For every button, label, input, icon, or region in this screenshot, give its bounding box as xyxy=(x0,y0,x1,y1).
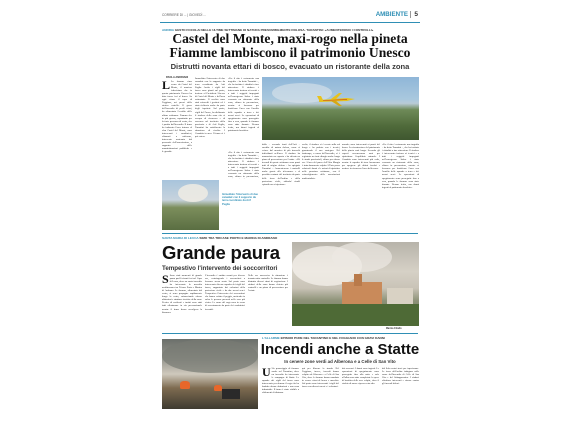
page-header xyxy=(160,9,420,23)
header-date: CORRIERE DI ... | GIOVEDÌ ... xyxy=(162,13,206,17)
vehicle xyxy=(222,389,240,399)
story1-column-1 xyxy=(162,80,192,175)
story2-headline: Grande paura xyxy=(162,242,280,263)
story3-photo-statte-fire xyxy=(162,339,258,409)
page-number: 5 xyxy=(410,11,418,18)
story1-column-4: dalla – secondo fonti dell'Arif – sarebbe di natura dolosa, come si evince dal mosaico di più inneschi individuati nell'area. Il sindaco ha annunciato un esposto e ha chiesto un piano di prevenzione per l'estate. «Gli incendi di queste settimane sono quasi tutti di origine dolosa – ha spiegato Tarantini –. Aumenteremo i controlli anche grazie alle telecamere e al presidio costante del territorio da parte delle forze dell'ordine e della protezione civile, affinché simili episodi non si ripetano». xyxy=(262,143,300,186)
story2-kicker-text: SIMO TRA TRICASE PORTO E MARINA DI ANDRANO xyxy=(198,236,278,240)
story1-column-7: «Per il sito è certamente una tragedia – ha detto Tarantini –, che ha invitato i cittadini a fare attenzione. Il sindaco è intervenuto insieme ai tecnici e a tutti i soggetti impegnati nell'emergenza. Infine è stato evacuato un ristorante della zona, chiuso in precauzione, mentre si lavorava per bonificare l'area con l'ausilio delle squadre a terra e dei mezzi aerei. Le operazioni di spegnimento sono proseguite fino a sera, quando le fiamme sono state domate. Nessun ferito, ma danni ingenti al patrimonio boschivo. xyxy=(382,143,419,189)
story3-column-2: qui per liberare la strada. Nel Foggiano, invece, incendi hanno colpito ad Alberona e a Celle di San Vito, dove le fiamme hanno mandato in cenere ettari di bosco e macchia. Sul posto sono intervenuti i vigili del fuoco con diversi mezzi e i volontari. xyxy=(302,367,339,389)
story1-column-1-text: La fiamme rimo venne da Castel del Monte, il maniero federiciano che in questa patrimonio Unesco ha dato fuoco ieri al bosco. Su ogni ettaro il capo di Foggiano, nei pressi dello storico castello. Il grave dell'incendio di pochi ettari, ha alimentato l'eccidio delle ultime settimane. Fiamme che in più grosso, soprattutto per la forte presenza di vento, che è partito dall'incendio. Il fumo ha inalazato l'area intorno al clan Castel del Monte, sono intervenuti i carabinieri, chiamati a soffocare, intervento sostenuto dal personale dell'associazione, a supporto delle amministrazioni pubbliche e le guardie. xyxy=(162,80,192,154)
smoke-cloud xyxy=(162,339,258,373)
story1-headline-2: Fiamme lambiscono il patrimonio Unesco xyxy=(169,45,411,60)
story3-kicker-place: L'ALLARME xyxy=(262,336,280,340)
building-tower xyxy=(354,274,362,286)
story2-kicker-place: SANTA MARIA DI LEUCA xyxy=(162,236,199,240)
story1-photo-caption: Immediato l'intervento di due canadair con il supporto da terra coordinato da Arif Puglia xyxy=(222,193,258,206)
newspaper-page xyxy=(160,9,420,412)
story1-byline: PAOLA ANDRIANI xyxy=(165,76,189,79)
story3-kicker xyxy=(262,336,418,340)
story1-kicker-text: GESTO FOCOLAI NELLE ULTIME SETTIMANE DI NATURA PRESUMIBILMENTE DOLOSA. TARANTINI: «AUMENTERONO I CONTROLLI» xyxy=(173,28,374,32)
story3-headline: Incendi anche a Statte xyxy=(260,341,420,358)
fire-flame xyxy=(180,381,190,389)
story1-column-6: mondo; sono intervenuti ai pareti del bosco. La ricostruzione del patrimonio della pineta sarà lunga. Secondo gli esperti occorreranno anni per ripristinare l'equilibrio naturale. I Canadair sono intervenuti più volte, mentre le squadre di terra lavoravano per spegnere gli ultimi focolai e mettere in sicurezza l'area della zona. xyxy=(342,143,380,171)
vegetation xyxy=(292,304,419,326)
story3-column-3: dai soccorsi. I danni sono ingenti. Le operazioni di spegnimento sono proseguite fino alla notte e solo all'alba sono state completate le opere di bonifica delle aree colpite, dove il rischio di nuove riprese resta alto. xyxy=(342,367,379,386)
story2-column-1-text: Sono stati momenti di grande paura quelli vissuti ieri nel Capo di Leuca, dove un vasto incendio ha interessato la macchia mediterranea tra Tricase Porto e Marina di Andrano. Le fiamme, alimentate dal vento, si sono propagate rapidamente lungo la costa, minacciando alcune abitazioni e strutture ricettive della zona. Decine di residenti e turisti sono stati fatti allontanare in via precauzionale mentre il fumo denso avvolgeva la litoranea. xyxy=(162,274,202,314)
story2-photo-credit: Marina Chiello xyxy=(386,328,402,330)
story3-column-1 xyxy=(262,367,299,411)
story1-column-3: «Per il sito è certamente una tragedia – ha detto Tarantini –, che ha invitato i cittadini a fare attenzione. Il sindaco è intervenuto insieme ai tecnici e a tutti i soggetti impegnati nell'emergenza. Infine è stato evacuato un ristorante della zona, chiuso in precauzione, mentre si lavorava per bonificare l'area con l'ausilio delle squadre a terra e dei mezzi aerei. Le operazioni di spegnimento sono proseguite fino a sera, quando le fiamme sono state domate. Nessun ferito, ma danni ingenti al patrimonio boschivo. xyxy=(228,77,259,132)
fire-flame xyxy=(214,385,222,391)
smoke-cloud xyxy=(332,242,392,272)
story1-photo-canadair xyxy=(262,77,419,140)
story2-column-3: Nelle ore successive la situazione è tornata sotto controllo. Le fiamme hanno distrutto diversi ettari di vegetazione. I sindaci della zona hanno chiesto più controlli e un piano di prevenzione per l'estate. xyxy=(248,274,288,293)
story1-headline-1: Castel del Monte, maxi-rogo nella pineta xyxy=(172,31,408,46)
story2-column-2: L'incendio è andato avanti per diverse ore, costringendo i soccorritori a lavorare senza sosta. Sul posto sono intervenute diverse squadre dei vigili del fuoco, supportate dai volontari della protezione civile e da due mezzi aerei. Tempestivo l'intervento dei soccorritori che hanno evitato il peggio, mettendo in salvo le persone presenti nelle case più vicine. Le cause del rogo sono in corso di accertamento da parte dei carabinieri forestali. xyxy=(205,274,245,311)
story3-column-4: dal Sole-ventri trovi per ispezionare. Le forze dell'ordine indagano sulle cause dell'incendio di Celle di San Vito e del Subappennino. I sindaci chiedono interventi e risorse contro gli incendi dolosi. xyxy=(382,367,419,386)
story1-column-3b: «Per il sito è certamente una tragedia – ha detto Tarantini –, che ha invitato i cittadini a fare attenzione. Il sindaco è intervenuto insieme ai tecnici e a tutti i soggetti impegnati nell'emergenza. Infine è stato evacuato un ristorante della zona, chiuso in precauzione, xyxy=(228,151,259,179)
story3-kicker-text: EPISODI PURE NEL TARANTINO E NEL FOGGIANO CON GRAVI DANNI xyxy=(279,336,385,340)
section-title: AMBIENTE xyxy=(375,11,408,18)
story1-column-2: Immediato l'intervento di due canadair con la supporto da terra coordinato da Arif Puglia. Anche i vigili del fuoco sono giunti sul posto, insieme al Presidente Unesco di Castel del Monte e dell'area sottostante. Il cerchio sono stati coinvolti i genitori ed è stato richiesto anche da parte degli ispettori. Sul posto, vigili del Fuoco, ha dichiarato il sindaco della zona che si occupa di sicurezza e di soccorso nel territorio della provincia e di Arif Puglia, Tarantini ha sottolineato la situazione di rischio. I Canadair in area. Il fumo si è poi esteso. xyxy=(195,77,225,138)
smoke-cloud xyxy=(178,184,208,202)
story1-column-5: scelte; il sindaco si è recato sulla sul luogo e ha parlato con i tecnici, garantendo il suo sostegno. Nel frattempo, a causa dell'incendio, si è registrato un forte disagio anche lungo le strade provinciali, chiuse per alcune ore. L'area del parco dell'Alta Murgia è stata duramente colpita. L'Ente parco valuterà i danni e le azioni di ripristino nelle prossime settimane, con il coinvolgimento delle associazioni ambientaliste. xyxy=(302,143,340,180)
story1-photo-pinewood xyxy=(162,180,219,230)
story2-kicker xyxy=(162,236,418,240)
story1-subheadline: Distrutti novanta ettari di bosco, evacuato un ristorante della zona xyxy=(170,62,410,71)
story1-dropcap: L xyxy=(162,80,171,92)
canadair-plane-icon xyxy=(317,91,357,107)
story2-column-1 xyxy=(162,274,202,332)
story2-photo-coast-fire xyxy=(292,242,419,326)
story3-column-1-text: Un pomeriggio di fiamme anche nel Tarantino, dove un incendio ha interessato le campagne di Statte. Le squadre dei vigili del fuoco sono intervenute per domare il rogo che ha lambito alcune abitazioni e una zona industriale. Il fumo è stato visibile a chilometri di distanza. xyxy=(262,367,299,395)
story2-dropcap: S xyxy=(162,274,169,286)
story2-subheadline: Tempestivo l'intervento dei soccorritori xyxy=(162,265,278,272)
story3-subheadline: In cenere zone verdi ad Alberona e a Celle di San Vito xyxy=(284,359,396,364)
building xyxy=(342,282,382,306)
divider-2 xyxy=(162,333,418,334)
story3-dropcap: U xyxy=(262,367,271,379)
divider-1 xyxy=(162,233,418,234)
story1-kicker-place: ANDRIA xyxy=(162,28,174,32)
